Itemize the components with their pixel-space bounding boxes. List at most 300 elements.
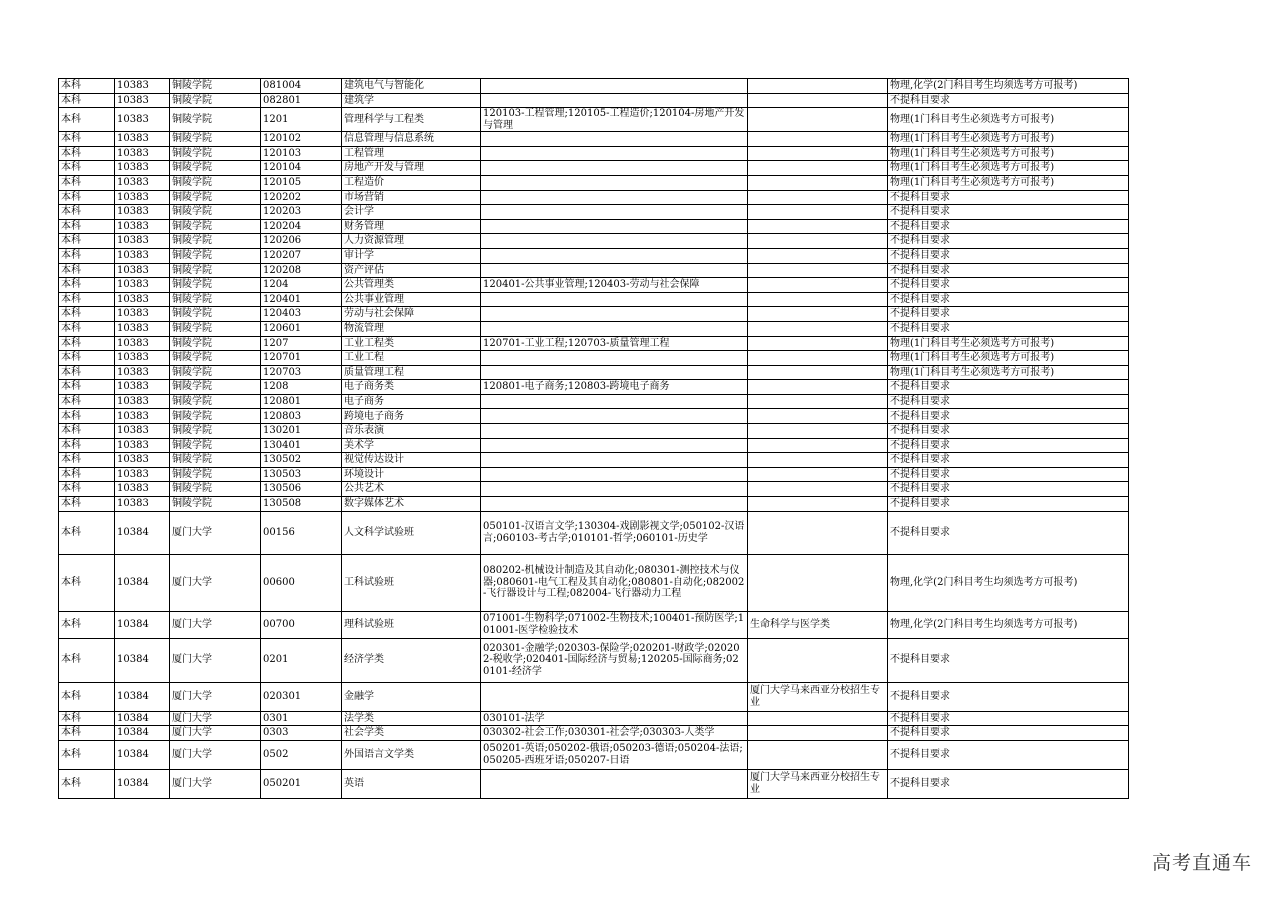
major-code-cell: 130502 bbox=[261, 453, 342, 468]
school-name-cell: 铜陵学院 bbox=[170, 394, 261, 409]
remark-cell bbox=[748, 497, 888, 512]
remark-cell bbox=[748, 511, 888, 554]
remark-cell bbox=[748, 351, 888, 366]
school-name-cell: 铜陵学院 bbox=[170, 453, 261, 468]
major-name-cell: 数字媒体艺术 bbox=[342, 497, 481, 512]
major-code-cell: 00700 bbox=[261, 611, 342, 638]
school-name-cell: 厦门大学 bbox=[170, 554, 261, 611]
included-majors-cell bbox=[481, 482, 748, 497]
table-row bbox=[59, 321, 1129, 336]
school-code-cell: 10383 bbox=[115, 278, 170, 293]
subject-requirement-cell: 物理(1门科目考生必须选考方可报考) bbox=[888, 161, 1129, 176]
level-cell: 本科 bbox=[59, 205, 115, 220]
school-name-cell: 厦门大学 bbox=[170, 740, 261, 769]
level-cell: 本科 bbox=[59, 438, 115, 453]
level-cell: 本科 bbox=[59, 351, 115, 366]
major-code-cell: 1207 bbox=[261, 336, 342, 351]
remark-cell: 厦门大学马来西亚分校招生专业 bbox=[748, 769, 888, 798]
remark-cell bbox=[748, 726, 888, 741]
major-code-cell: 120102 bbox=[261, 132, 342, 147]
subject-requirement-cell: 不提科目要求 bbox=[888, 438, 1129, 453]
remark-cell bbox=[748, 307, 888, 322]
table-row bbox=[59, 482, 1129, 497]
major-code-cell: 120202 bbox=[261, 190, 342, 205]
major-name-cell: 视觉传达设计 bbox=[342, 453, 481, 468]
subject-requirement-cell: 不提科目要求 bbox=[888, 307, 1129, 322]
major-name-cell: 英语 bbox=[342, 769, 481, 798]
school-name-cell: 铜陵学院 bbox=[170, 248, 261, 263]
included-majors-cell: 030101-法学 bbox=[481, 711, 748, 726]
remark-cell bbox=[748, 424, 888, 439]
school-code-cell: 10383 bbox=[115, 108, 170, 132]
major-code-cell: 120601 bbox=[261, 321, 342, 336]
major-code-cell: 130401 bbox=[261, 438, 342, 453]
major-code-cell: 1208 bbox=[261, 380, 342, 395]
subject-requirement-cell: 不提科目要求 bbox=[888, 711, 1129, 726]
level-cell: 本科 bbox=[59, 769, 115, 798]
included-majors-cell bbox=[481, 190, 748, 205]
school-code-cell: 10383 bbox=[115, 453, 170, 468]
subject-requirement-cell: 不提科目要求 bbox=[888, 453, 1129, 468]
included-majors-cell bbox=[481, 205, 748, 220]
subject-requirement-cell: 不提科目要求 bbox=[888, 682, 1129, 711]
included-majors-cell bbox=[481, 175, 748, 190]
school-code-cell: 10383 bbox=[115, 146, 170, 161]
major-name-cell: 建筑电气与智能化 bbox=[342, 79, 481, 94]
school-code-cell: 10383 bbox=[115, 365, 170, 380]
school-name-cell: 铜陵学院 bbox=[170, 307, 261, 322]
school-code-cell: 10383 bbox=[115, 190, 170, 205]
school-code-cell: 10384 bbox=[115, 682, 170, 711]
subject-requirement-cell: 不提科目要求 bbox=[888, 263, 1129, 278]
school-code-cell: 10383 bbox=[115, 263, 170, 278]
subject-requirement-cell: 不提科目要求 bbox=[888, 482, 1129, 497]
remark-cell bbox=[748, 219, 888, 234]
major-name-cell: 工科试验班 bbox=[342, 554, 481, 611]
major-code-cell: 1201 bbox=[261, 108, 342, 132]
level-cell: 本科 bbox=[59, 108, 115, 132]
level-cell: 本科 bbox=[59, 146, 115, 161]
remark-cell bbox=[748, 132, 888, 147]
school-name-cell: 铜陵学院 bbox=[170, 380, 261, 395]
table-row bbox=[59, 278, 1129, 293]
major-code-cell: 120204 bbox=[261, 219, 342, 234]
table-row bbox=[59, 611, 1129, 638]
table-row bbox=[59, 234, 1129, 249]
major-code-cell: 120105 bbox=[261, 175, 342, 190]
table-row bbox=[59, 409, 1129, 424]
school-code-cell: 10383 bbox=[115, 175, 170, 190]
major-code-cell: 130201 bbox=[261, 424, 342, 439]
remark-cell bbox=[748, 467, 888, 482]
major-code-cell: 120103 bbox=[261, 146, 342, 161]
major-name-cell: 美术学 bbox=[342, 438, 481, 453]
included-majors-cell: 120801-电子商务;120803-跨境电子商务 bbox=[481, 380, 748, 395]
school-code-cell: 10383 bbox=[115, 79, 170, 94]
included-majors-cell bbox=[481, 93, 748, 108]
level-cell: 本科 bbox=[59, 424, 115, 439]
level-cell: 本科 bbox=[59, 93, 115, 108]
school-code-cell: 10383 bbox=[115, 482, 170, 497]
major-name-cell: 人力资源管理 bbox=[342, 234, 481, 249]
included-majors-cell bbox=[481, 394, 748, 409]
level-cell: 本科 bbox=[59, 611, 115, 638]
major-name-cell: 质量管理工程 bbox=[342, 365, 481, 380]
remark-cell: 生命科学与医学类 bbox=[748, 611, 888, 638]
major-name-cell: 工程管理 bbox=[342, 146, 481, 161]
included-majors-cell: 120103-工程管理;120105-工程造价;120104-房地产开发与管理 bbox=[481, 108, 748, 132]
remark-cell bbox=[748, 175, 888, 190]
level-cell: 本科 bbox=[59, 409, 115, 424]
remark-cell bbox=[748, 79, 888, 94]
school-name-cell: 铜陵学院 bbox=[170, 321, 261, 336]
table-row bbox=[59, 132, 1129, 147]
school-code-cell: 10384 bbox=[115, 638, 170, 682]
remark-cell bbox=[748, 108, 888, 132]
subject-requirement-cell: 物理(1门科目考生必须选考方可报考) bbox=[888, 365, 1129, 380]
major-code-cell: 130506 bbox=[261, 482, 342, 497]
included-majors-cell bbox=[481, 497, 748, 512]
level-cell: 本科 bbox=[59, 132, 115, 147]
major-name-cell: 法学类 bbox=[342, 711, 481, 726]
school-name-cell: 厦门大学 bbox=[170, 682, 261, 711]
level-cell: 本科 bbox=[59, 726, 115, 741]
subject-requirement-cell: 不提科目要求 bbox=[888, 205, 1129, 220]
level-cell: 本科 bbox=[59, 278, 115, 293]
school-code-cell: 10384 bbox=[115, 511, 170, 554]
remark-cell bbox=[748, 554, 888, 611]
watermark-logo-text: 高考直通车 bbox=[1151, 852, 1252, 874]
major-code-cell: 120703 bbox=[261, 365, 342, 380]
school-code-cell: 10384 bbox=[115, 611, 170, 638]
included-majors-cell: 071001-生物科学;071002-生物技术;100401-预防医学;101001-医学检验技术 bbox=[481, 611, 748, 638]
school-code-cell: 10383 bbox=[115, 467, 170, 482]
included-majors-cell bbox=[481, 79, 748, 94]
table-row bbox=[59, 380, 1129, 395]
level-cell: 本科 bbox=[59, 248, 115, 263]
included-majors-cell bbox=[481, 263, 748, 278]
major-code-cell: 020301 bbox=[261, 682, 342, 711]
subject-requirement-cell: 不提科目要求 bbox=[888, 467, 1129, 482]
remark-cell bbox=[748, 453, 888, 468]
table-row bbox=[59, 219, 1129, 234]
major-code-cell: 130503 bbox=[261, 467, 342, 482]
subject-requirement-cell: 物理(1门科目考生必须选考方可报考) bbox=[888, 108, 1129, 132]
included-majors-cell: 030302-社会工作;030301-社会学;030303-人类学 bbox=[481, 726, 748, 741]
major-code-cell: 120104 bbox=[261, 161, 342, 176]
subject-requirement-cell: 不提科目要求 bbox=[888, 93, 1129, 108]
table-row bbox=[59, 453, 1129, 468]
included-majors-cell bbox=[481, 292, 748, 307]
major-code-cell: 120401 bbox=[261, 292, 342, 307]
level-cell: 本科 bbox=[59, 740, 115, 769]
included-majors-cell: 050101-汉语言文学;130304-戏剧影视文学;050102-汉语言;060103-考古学;010101-哲学;060101-历史学 bbox=[481, 511, 748, 554]
remark-cell bbox=[748, 248, 888, 263]
major-code-cell: 130508 bbox=[261, 497, 342, 512]
major-code-cell: 0502 bbox=[261, 740, 342, 769]
subject-requirement-cell: 不提科目要求 bbox=[888, 769, 1129, 798]
table-row bbox=[59, 146, 1129, 161]
school-name-cell: 铜陵学院 bbox=[170, 409, 261, 424]
level-cell: 本科 bbox=[59, 497, 115, 512]
major-name-cell: 金融学 bbox=[342, 682, 481, 711]
major-code-cell: 1204 bbox=[261, 278, 342, 293]
school-name-cell: 铜陵学院 bbox=[170, 278, 261, 293]
remark-cell bbox=[748, 263, 888, 278]
remark-cell bbox=[748, 321, 888, 336]
major-name-cell: 跨境电子商务 bbox=[342, 409, 481, 424]
included-majors-cell bbox=[481, 365, 748, 380]
school-name-cell: 铜陵学院 bbox=[170, 234, 261, 249]
level-cell: 本科 bbox=[59, 336, 115, 351]
school-name-cell: 铜陵学院 bbox=[170, 132, 261, 147]
remark-cell bbox=[748, 234, 888, 249]
level-cell: 本科 bbox=[59, 365, 115, 380]
level-cell: 本科 bbox=[59, 79, 115, 94]
major-name-cell: 建筑学 bbox=[342, 93, 481, 108]
table-row bbox=[59, 511, 1129, 554]
subject-requirement-cell: 不提科目要求 bbox=[888, 321, 1129, 336]
table-row bbox=[59, 351, 1129, 366]
subject-requirement-cell: 物理,化学(2门科目考生均须选考方可报考) bbox=[888, 554, 1129, 611]
remark-cell bbox=[748, 146, 888, 161]
level-cell: 本科 bbox=[59, 292, 115, 307]
level-cell: 本科 bbox=[59, 321, 115, 336]
school-name-cell: 厦门大学 bbox=[170, 726, 261, 741]
included-majors-cell: 020301-金融学;020303-保险学;020201-财政学;020202-税收学;020401-国际经济与贸易;120205-国际商务;020101-经济学 bbox=[481, 638, 748, 682]
subject-requirement-cell: 物理(1门科目考生必须选考方可报考) bbox=[888, 146, 1129, 161]
school-name-cell: 铜陵学院 bbox=[170, 467, 261, 482]
level-cell: 本科 bbox=[59, 307, 115, 322]
major-name-cell: 房地产开发与管理 bbox=[342, 161, 481, 176]
major-code-cell: 050201 bbox=[261, 769, 342, 798]
included-majors-cell bbox=[481, 132, 748, 147]
subject-requirement-cell: 不提科目要求 bbox=[888, 190, 1129, 205]
subject-requirement-cell: 物理(1门科目考生必须选考方可报考) bbox=[888, 132, 1129, 147]
subject-requirement-cell: 不提科目要求 bbox=[888, 409, 1129, 424]
major-name-cell: 工业工程类 bbox=[342, 336, 481, 351]
remark-cell bbox=[748, 409, 888, 424]
included-majors-cell: 120401-公共事业管理;120403-劳动与社会保障 bbox=[481, 278, 748, 293]
subject-requirement-cell: 不提科目要求 bbox=[888, 424, 1129, 439]
school-name-cell: 铜陵学院 bbox=[170, 424, 261, 439]
table-row bbox=[59, 365, 1129, 380]
major-code-cell: 120208 bbox=[261, 263, 342, 278]
major-code-cell: 0303 bbox=[261, 726, 342, 741]
remark-cell bbox=[748, 740, 888, 769]
level-cell: 本科 bbox=[59, 263, 115, 278]
included-majors-cell bbox=[481, 321, 748, 336]
school-name-cell: 铜陵学院 bbox=[170, 93, 261, 108]
major-name-cell: 工程造价 bbox=[342, 175, 481, 190]
school-name-cell: 铜陵学院 bbox=[170, 190, 261, 205]
table-row bbox=[59, 248, 1129, 263]
level-cell: 本科 bbox=[59, 453, 115, 468]
major-name-cell: 市场营销 bbox=[342, 190, 481, 205]
major-code-cell: 120206 bbox=[261, 234, 342, 249]
major-code-cell: 120403 bbox=[261, 307, 342, 322]
table-row bbox=[59, 497, 1129, 512]
subject-requirement-cell: 不提科目要求 bbox=[888, 497, 1129, 512]
major-name-cell: 审计学 bbox=[342, 248, 481, 263]
included-majors-cell bbox=[481, 438, 748, 453]
major-name-cell: 经济学类 bbox=[342, 638, 481, 682]
table-row bbox=[59, 93, 1129, 108]
subject-requirement-cell: 不提科目要求 bbox=[888, 234, 1129, 249]
school-name-cell: 厦门大学 bbox=[170, 611, 261, 638]
school-name-cell: 铜陵学院 bbox=[170, 79, 261, 94]
major-code-cell: 120803 bbox=[261, 409, 342, 424]
school-name-cell: 铜陵学院 bbox=[170, 482, 261, 497]
table-row bbox=[59, 554, 1129, 611]
remark-cell bbox=[748, 365, 888, 380]
table-row bbox=[59, 711, 1129, 726]
level-cell: 本科 bbox=[59, 175, 115, 190]
major-name-cell: 信息管理与信息系统 bbox=[342, 132, 481, 147]
table-row bbox=[59, 307, 1129, 322]
remark-cell bbox=[748, 190, 888, 205]
major-name-cell: 工业工程 bbox=[342, 351, 481, 366]
major-name-cell: 会计学 bbox=[342, 205, 481, 220]
subject-requirement-cell: 不提科目要求 bbox=[888, 740, 1129, 769]
remark-cell bbox=[748, 638, 888, 682]
school-code-cell: 10383 bbox=[115, 93, 170, 108]
table-row bbox=[59, 438, 1129, 453]
subject-requirement-cell: 不提科目要求 bbox=[888, 219, 1129, 234]
major-name-cell: 财务管理 bbox=[342, 219, 481, 234]
major-name-cell: 人文科学试验班 bbox=[342, 511, 481, 554]
remark-cell bbox=[748, 336, 888, 351]
table-row bbox=[59, 292, 1129, 307]
school-code-cell: 10383 bbox=[115, 321, 170, 336]
school-code-cell: 10383 bbox=[115, 438, 170, 453]
subject-requirement-cell: 不提科目要求 bbox=[888, 638, 1129, 682]
table-row bbox=[59, 467, 1129, 482]
school-code-cell: 10384 bbox=[115, 711, 170, 726]
major-name-cell: 电子商务类 bbox=[342, 380, 481, 395]
school-code-cell: 10383 bbox=[115, 497, 170, 512]
included-majors-cell bbox=[481, 161, 748, 176]
included-majors-cell bbox=[481, 453, 748, 468]
included-majors-cell: 120701-工业工程;120703-质量管理工程 bbox=[481, 336, 748, 351]
school-name-cell: 铜陵学院 bbox=[170, 365, 261, 380]
level-cell: 本科 bbox=[59, 190, 115, 205]
school-code-cell: 10383 bbox=[115, 132, 170, 147]
remark-cell: 厦门大学马来西亚分校招生专业 bbox=[748, 682, 888, 711]
major-name-cell: 理科试验班 bbox=[342, 611, 481, 638]
school-code-cell: 10383 bbox=[115, 307, 170, 322]
school-name-cell: 厦门大学 bbox=[170, 511, 261, 554]
major-code-cell: 00156 bbox=[261, 511, 342, 554]
subject-requirement-cell: 不提科目要求 bbox=[888, 380, 1129, 395]
school-name-cell: 铜陵学院 bbox=[170, 292, 261, 307]
school-code-cell: 10384 bbox=[115, 726, 170, 741]
major-code-cell: 120203 bbox=[261, 205, 342, 220]
included-majors-cell: 080202-机械设计制造及其自动化;080301-测控技术与仪器;080601-电气工程及其自动化;080801-自动化;082002-飞行器设计与工程;082004-飞行器动力工程 bbox=[481, 554, 748, 611]
major-name-cell: 物流管理 bbox=[342, 321, 481, 336]
included-majors-cell bbox=[481, 682, 748, 711]
table-row bbox=[59, 682, 1129, 711]
subject-requirement-cell: 不提科目要求 bbox=[888, 726, 1129, 741]
level-cell: 本科 bbox=[59, 219, 115, 234]
table-row bbox=[59, 394, 1129, 409]
school-name-cell: 厦门大学 bbox=[170, 638, 261, 682]
school-name-cell: 铜陵学院 bbox=[170, 108, 261, 132]
included-majors-cell bbox=[481, 424, 748, 439]
table-row bbox=[59, 769, 1129, 798]
major-code-cell: 120207 bbox=[261, 248, 342, 263]
subject-requirement-cell: 物理,化学(2门科目考生均须选考方可报考) bbox=[888, 611, 1129, 638]
table-row bbox=[59, 205, 1129, 220]
table-row bbox=[59, 336, 1129, 351]
included-majors-cell bbox=[481, 307, 748, 322]
included-majors-cell bbox=[481, 234, 748, 249]
school-name-cell: 铜陵学院 bbox=[170, 175, 261, 190]
table-row bbox=[59, 638, 1129, 682]
level-cell: 本科 bbox=[59, 234, 115, 249]
school-code-cell: 10384 bbox=[115, 554, 170, 611]
level-cell: 本科 bbox=[59, 682, 115, 711]
table-row bbox=[59, 161, 1129, 176]
remark-cell bbox=[748, 394, 888, 409]
major-name-cell: 环境设计 bbox=[342, 467, 481, 482]
included-majors-cell bbox=[481, 769, 748, 798]
school-name-cell: 厦门大学 bbox=[170, 769, 261, 798]
school-code-cell: 10383 bbox=[115, 424, 170, 439]
level-cell: 本科 bbox=[59, 394, 115, 409]
included-majors-cell: 050201-英语;050202-俄语;050203-德语;050204-法语;050205-西班牙语;050207-日语 bbox=[481, 740, 748, 769]
subject-requirement-cell: 物理(1门科目考生必须选考方可报考) bbox=[888, 336, 1129, 351]
remark-cell bbox=[748, 161, 888, 176]
table-row bbox=[59, 108, 1129, 132]
subject-requirement-cell: 不提科目要求 bbox=[888, 511, 1129, 554]
major-name-cell: 电子商务 bbox=[342, 394, 481, 409]
school-name-cell: 厦门大学 bbox=[170, 711, 261, 726]
school-name-cell: 铜陵学院 bbox=[170, 336, 261, 351]
subject-requirement-cell: 物理(1门科目考生必须选考方可报考) bbox=[888, 351, 1129, 366]
school-name-cell: 铜陵学院 bbox=[170, 351, 261, 366]
school-code-cell: 10384 bbox=[115, 740, 170, 769]
included-majors-cell bbox=[481, 248, 748, 263]
school-name-cell: 铜陵学院 bbox=[170, 205, 261, 220]
major-name-cell: 公共艺术 bbox=[342, 482, 481, 497]
major-name-cell: 劳动与社会保障 bbox=[342, 307, 481, 322]
included-majors-cell bbox=[481, 219, 748, 234]
remark-cell bbox=[748, 93, 888, 108]
major-name-cell: 管理科学与工程类 bbox=[342, 108, 481, 132]
major-code-cell: 0201 bbox=[261, 638, 342, 682]
table-row bbox=[59, 424, 1129, 439]
remark-cell bbox=[748, 482, 888, 497]
table-row bbox=[59, 263, 1129, 278]
included-majors-cell bbox=[481, 409, 748, 424]
school-name-cell: 铜陵学院 bbox=[170, 438, 261, 453]
level-cell: 本科 bbox=[59, 467, 115, 482]
school-code-cell: 10383 bbox=[115, 234, 170, 249]
school-code-cell: 10383 bbox=[115, 219, 170, 234]
level-cell: 本科 bbox=[59, 638, 115, 682]
major-name-cell: 公共事业管理 bbox=[342, 292, 481, 307]
school-code-cell: 10383 bbox=[115, 394, 170, 409]
school-name-cell: 铜陵学院 bbox=[170, 219, 261, 234]
school-code-cell: 10383 bbox=[115, 380, 170, 395]
school-code-cell: 10383 bbox=[115, 351, 170, 366]
major-code-cell: 120801 bbox=[261, 394, 342, 409]
level-cell: 本科 bbox=[59, 511, 115, 554]
included-majors-cell bbox=[481, 467, 748, 482]
included-majors-cell bbox=[481, 146, 748, 161]
major-code-cell: 00600 bbox=[261, 554, 342, 611]
